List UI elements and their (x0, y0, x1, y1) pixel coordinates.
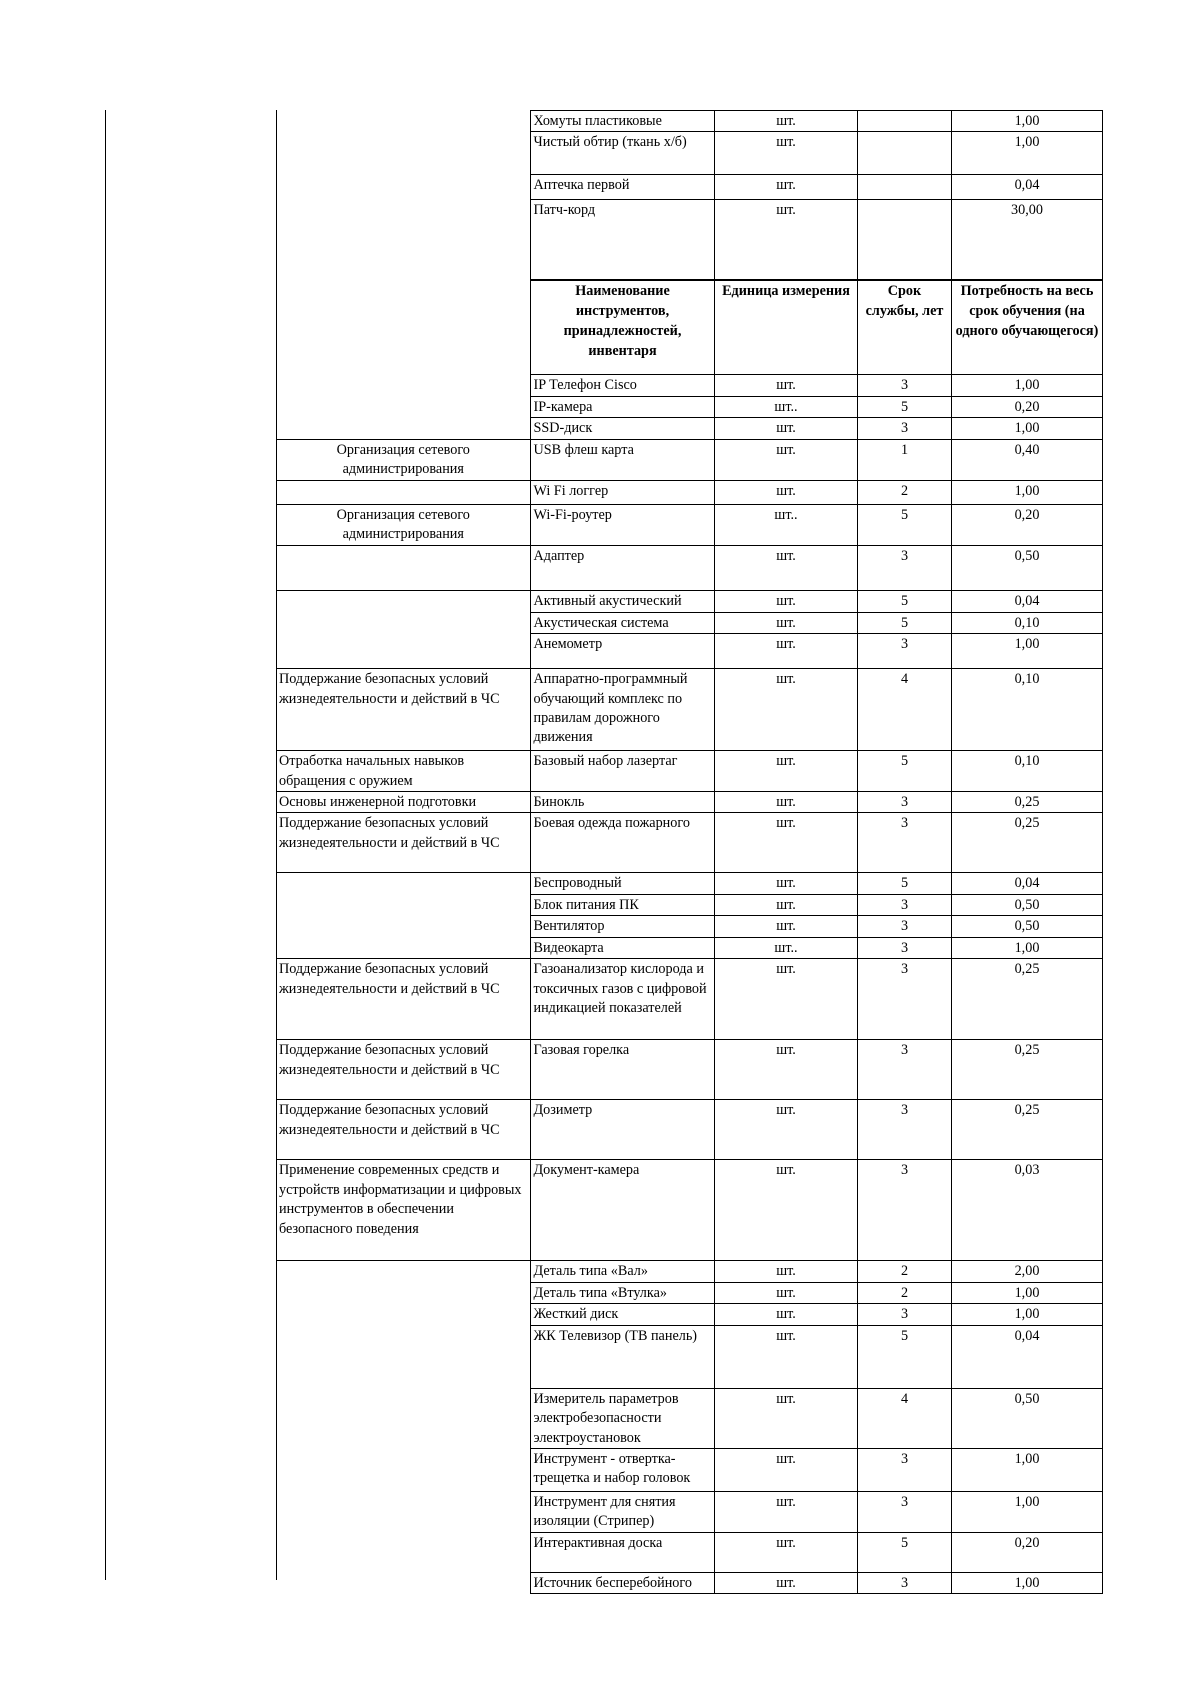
item-unit: шт. (714, 669, 857, 751)
item-need: 1,00 (951, 418, 1102, 439)
item-need: 0,50 (951, 894, 1102, 915)
item-life: 3 (857, 1491, 951, 1532)
item-name: Акустическая система (530, 612, 714, 633)
item-unit: шт. (714, 480, 857, 504)
item-unit: шт.. (714, 937, 857, 958)
item-life: 4 (857, 669, 951, 751)
item-unit: шт. (714, 418, 857, 439)
item-need: 0,04 (951, 175, 1102, 200)
item-need: 0,20 (951, 396, 1102, 417)
item-life: 3 (857, 916, 951, 937)
section-cell: Поддержание безопасных условий жизнедеятельности и действий в ЧС (276, 1040, 530, 1100)
item-name: Базовый набор лазертаг (530, 751, 714, 792)
item-need: 1,00 (951, 1304, 1102, 1325)
item-life (857, 132, 951, 175)
item-name: Боевая одежда пожарного (530, 813, 714, 873)
item-unit: шт. (714, 200, 857, 280)
table-row (276, 1100, 1102, 1160)
item-life: 3 (857, 791, 951, 812)
item-name: Измеритель параметров электробезопасности электроустановок (530, 1388, 714, 1448)
item-unit: шт. (714, 545, 857, 590)
item-unit: шт. (714, 1282, 857, 1303)
item-need: 0,10 (951, 751, 1102, 792)
table-row (276, 590, 1102, 612)
item-unit: шт. (714, 1448, 857, 1491)
section-cell: Организация сетевого администрирования (276, 504, 530, 545)
item-unit: шт. (714, 634, 857, 669)
item-name: ЖК Телевизор (ТВ панель) (530, 1325, 714, 1388)
section-cell: Поддержание безопасных условий жизнедеятельности и действий в ЧС (276, 959, 530, 1040)
item-name: Анемометр (530, 634, 714, 669)
table-row (276, 1040, 1102, 1100)
item-unit: шт. (714, 1160, 857, 1261)
item-life: 5 (857, 873, 951, 894)
item-unit: шт. (714, 873, 857, 894)
item-name: Адаптер (530, 545, 714, 590)
item-need: 1,00 (951, 375, 1102, 396)
item-unit: шт. (714, 916, 857, 937)
item-need: 0,25 (951, 1100, 1102, 1160)
item-life: 3 (857, 545, 951, 590)
item-name: Источник бесперебойного (530, 1572, 714, 1593)
item-need: 1,00 (951, 1282, 1102, 1303)
item-name: SSD-диск (530, 418, 714, 439)
item-need: 1,00 (951, 1448, 1102, 1491)
item-name: Хомуты пластиковые (530, 111, 714, 132)
item-name: Деталь типа «Вал» (530, 1261, 714, 1282)
section-cell: Поддержание безопасных условий жизнедеятельности и действий в ЧС (276, 813, 530, 873)
item-life: 4 (857, 1388, 951, 1448)
section-cell (276, 480, 530, 504)
item-life: 3 (857, 1100, 951, 1160)
item-need: 0,03 (951, 1160, 1102, 1261)
item-life: 3 (857, 1304, 951, 1325)
item-need: 1,00 (951, 480, 1102, 504)
item-life: 3 (857, 937, 951, 958)
item-unit: шт. (714, 375, 857, 396)
item-need: 0,50 (951, 1388, 1102, 1448)
item-life: 5 (857, 612, 951, 633)
table-row (276, 669, 1102, 751)
item-life (857, 175, 951, 200)
header-life: Срок службы, лет (857, 280, 951, 375)
item-life: 3 (857, 418, 951, 439)
item-unit: шт. (714, 175, 857, 200)
item-need: 1,00 (951, 634, 1102, 669)
item-name: Чистый обтир (ткань х/б) (530, 132, 714, 175)
item-unit: шт. (714, 132, 857, 175)
section-cell: Поддержание безопасных условий жизнедеятельности и действий в ЧС (276, 669, 530, 751)
item-unit: шт. (714, 1325, 857, 1388)
item-name: IP Телефон Cisco (530, 375, 714, 396)
item-name: Бинокль (530, 791, 714, 812)
table-row (276, 480, 1102, 504)
item-name: Инструмент - отвертка-трещетка и набор головок (530, 1448, 714, 1491)
item-need: 0,04 (951, 590, 1102, 612)
item-life: 1 (857, 439, 951, 480)
item-need: 1,00 (951, 1491, 1102, 1532)
item-name: Патч-корд (530, 200, 714, 280)
header-need: Потребность на весь срок обучения (на одного обучающегося) (951, 280, 1102, 375)
table-row (276, 439, 1102, 480)
section-cell: Поддержание безопасных условий жизнедеятельности и действий в ЧС (276, 1100, 530, 1160)
item-life: 3 (857, 375, 951, 396)
item-unit: шт. (714, 1040, 857, 1100)
item-unit: шт. (714, 1304, 857, 1325)
section-cell: Отработка начальных навыков обращения с оружием (276, 751, 530, 792)
item-life: 3 (857, 959, 951, 1040)
item-unit: шт. (714, 1261, 857, 1282)
item-need: 0,25 (951, 813, 1102, 873)
item-life: 3 (857, 1040, 951, 1100)
item-name: Аппаратно-программный обучающий комплекс по правилам дорожного движения (530, 669, 714, 751)
item-unit: шт. (714, 1532, 857, 1572)
section-cell (276, 1261, 530, 1594)
item-unit: шт. (714, 959, 857, 1040)
equipment-table (276, 110, 1103, 1594)
item-life: 2 (857, 1282, 951, 1303)
item-life: 2 (857, 480, 951, 504)
item-name: Инструмент для снятия изоляции (Стрипер) (530, 1491, 714, 1532)
item-name: Видеокарта (530, 937, 714, 958)
table-row (276, 111, 1102, 132)
item-need: 0,04 (951, 1325, 1102, 1388)
item-life: 5 (857, 1325, 951, 1388)
item-need: 0,20 (951, 504, 1102, 545)
item-name: Аптечка первой (530, 175, 714, 200)
item-name: Беспроводный (530, 873, 714, 894)
section-cell: Организация сетевого администрирования (276, 439, 530, 480)
section-cell (276, 545, 530, 590)
item-name: USB флеш карта (530, 439, 714, 480)
item-name: Жесткий диск (530, 1304, 714, 1325)
item-name: Wi Fi логгер (530, 480, 714, 504)
item-need: 1,00 (951, 1572, 1102, 1593)
item-unit: шт. (714, 791, 857, 812)
item-life (857, 200, 951, 280)
table-row (276, 873, 1102, 894)
item-need: 0,25 (951, 959, 1102, 1040)
item-unit: шт. (714, 894, 857, 915)
item-life: 5 (857, 590, 951, 612)
section-cell (276, 590, 530, 668)
item-name: Интерактивная доска (530, 1532, 714, 1572)
item-name: IP-камера (530, 396, 714, 417)
table-row (276, 959, 1102, 1040)
item-unit: шт. (714, 612, 857, 633)
item-need: 0,25 (951, 791, 1102, 812)
item-unit: шт. (714, 1491, 857, 1532)
item-need: 0,25 (951, 1040, 1102, 1100)
item-name: Деталь типа «Втулка» (530, 1282, 714, 1303)
item-unit: шт. (714, 813, 857, 873)
table-row (276, 751, 1102, 792)
item-need: 0,04 (951, 873, 1102, 894)
table-row (276, 791, 1102, 812)
item-name: Wi-Fi-роутер (530, 504, 714, 545)
item-need: 30,00 (951, 200, 1102, 280)
item-name: Документ-камера (530, 1160, 714, 1261)
section-cell: Основы инженерной подготовки (276, 791, 530, 812)
item-life: 5 (857, 1532, 951, 1572)
item-unit: шт. (714, 1100, 857, 1160)
left-margin-rule (105, 110, 106, 1580)
item-unit: шт. (714, 751, 857, 792)
item-unit: шт. (714, 1388, 857, 1448)
item-name: Дозиметр (530, 1100, 714, 1160)
item-life: 3 (857, 634, 951, 669)
section-cell (276, 873, 530, 959)
item-need: 0,10 (951, 612, 1102, 633)
item-life: 5 (857, 396, 951, 417)
item-need: 0,10 (951, 669, 1102, 751)
item-life (857, 111, 951, 132)
table-row (276, 1160, 1102, 1261)
item-life: 3 (857, 1572, 951, 1593)
item-name: Активный акустический (530, 590, 714, 612)
item-need: 0,40 (951, 439, 1102, 480)
item-unit: шт. (714, 590, 857, 612)
item-need: 1,00 (951, 111, 1102, 132)
header-unit: Единица измерения (714, 280, 857, 375)
table-row (276, 1261, 1102, 1282)
item-life: 3 (857, 1448, 951, 1491)
item-need: 0,50 (951, 916, 1102, 937)
item-need: 2,00 (951, 1261, 1102, 1282)
item-life: 3 (857, 894, 951, 915)
item-need: 1,00 (951, 937, 1102, 958)
table-row (276, 504, 1102, 545)
item-life: 3 (857, 813, 951, 873)
item-need: 0,20 (951, 1532, 1102, 1572)
item-name: Блок питания ПК (530, 894, 714, 915)
item-unit: шт.. (714, 504, 857, 545)
item-life: 2 (857, 1261, 951, 1282)
item-unit: шт. (714, 1572, 857, 1593)
section-cell (276, 111, 530, 440)
item-life: 5 (857, 751, 951, 792)
item-name: Газовая горелка (530, 1040, 714, 1100)
item-life: 3 (857, 1160, 951, 1261)
item-unit: шт.. (714, 396, 857, 417)
item-life: 5 (857, 504, 951, 545)
table-row (276, 813, 1102, 873)
header-name: Наименование инструментов, принадлежностей, инвентаря (530, 280, 714, 375)
item-name: Газоанализатор кислорода и токсичных газов с цифровой индикацией показателей (530, 959, 714, 1040)
item-name: Вентилятор (530, 916, 714, 937)
item-unit: шт. (714, 111, 857, 132)
item-need: 1,00 (951, 132, 1102, 175)
section-cell: Применение современных средств и устройств информатизации и цифровых инструментов в обеспечении безопасного поведения (276, 1160, 530, 1261)
item-unit: шт. (714, 439, 857, 480)
table-row (276, 545, 1102, 590)
item-need: 0,50 (951, 545, 1102, 590)
